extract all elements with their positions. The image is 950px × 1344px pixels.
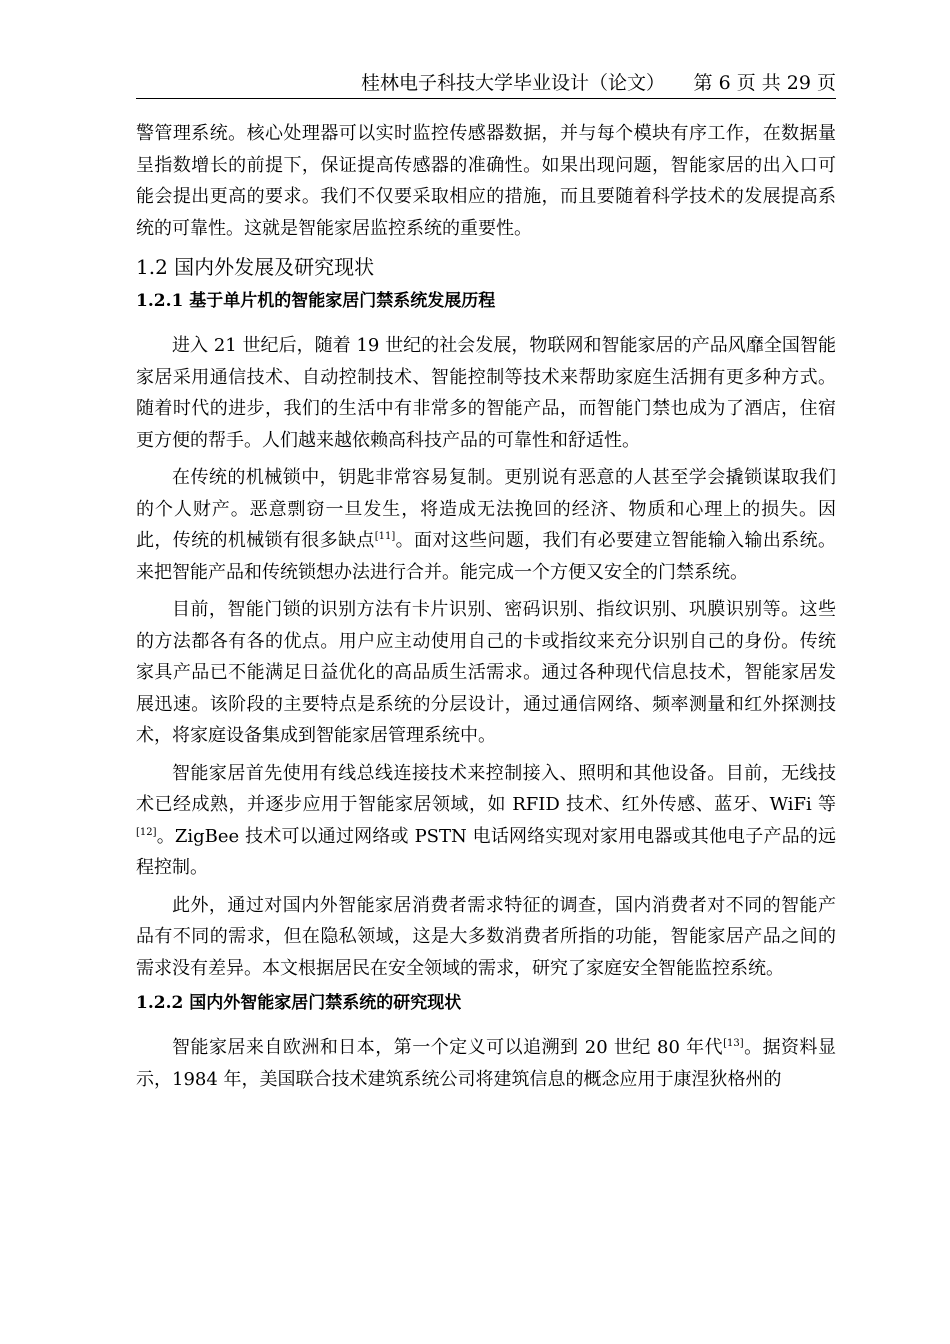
paragraph-text: 在传统的机械锁中，钥匙非常容易复制。更别说有恶意的人甚至学会撬锁谋取我们的个人财产。恶意剽窃一旦发生，将造成无法挽回的经济、物质和心理上的损失。因此，传统的机械锁有很多缺点 xyxy=(136,467,836,551)
paragraph: 目前，智能门锁的识别方法有卡片识别、密码识别、指纹识别、巩膜识别等。这些的方法都各有各的优点。用户应主动使用自己的卡或指纹来充分识别自己的身份。传统家具产品已不能满足日益优化的高品质生活需求。通过各种现代信息技术，智能家居发展迅速。该阶段的主要特点是系统的分层设计，通过通信网络、频率测量和红外探测技术，将家庭设备集成到智能家居管理系统中。 xyxy=(136,599,836,746)
paragraph-text: 智能家居首先使用有线总线连接技术来控制接入、照明和其他设备。目前，无线技术已经成熟，并逐步应用于智能家居领域，如 RFID 技术、红外传感、蓝牙、WiFi 等 xyxy=(136,762,836,815)
page-header xyxy=(0,62,950,96)
citation-ref: [13] xyxy=(723,1038,744,1049)
subsection-heading-1-2-1: 1.2.1 基于单片机的智能家居门禁系统发展历程 xyxy=(136,291,496,311)
paragraph-text: 。面对这些问题，我们有必要建立智能输入输出系统。来把智能产品和传统锁想办法进行合并。能完成一个方便又安全的门禁系统。 xyxy=(136,530,836,583)
paragraph-text: 。据资料显示，1984 年，美国联合技术建筑系统公司将建筑信息的概念应用于康涅狄格州的 xyxy=(136,1037,837,1090)
paragraph-continued: 警管理系统。核心处理器可以实时监控传感器数据，并与每个模块有序工作，在数据量呈指数增长的前提下，保证提高传感器的准确性。如果出现问题，智能家居的出入口可能会提出更高的要求。我们不仅要采取相应的措施，而且要随着科学技术的发展提高系统的可靠性。这就是智能家居监控系统的重要性。 xyxy=(136,123,836,239)
citation-ref: [12] xyxy=(136,826,157,838)
paragraph-text: 。ZigBee 技术可以通过网络或 PSTN 电话网络实现对家用电器或其他电子产品的远程控制。 xyxy=(136,825,836,878)
paragraph xyxy=(136,1032,836,1095)
paragraph: 此外，通过对国内外智能家居消费者需求特征的调查，国内消费者对不同的智能产品有不同的需求，但在隐私领域，这是大多数消费者所指的功能，智能家居产品之间的需求没有差异。本文根据居民在安全领域的需求，研究了家庭安全智能监控系统。 xyxy=(136,894,836,979)
header-school-title: 桂林电子科技大学毕业设计（论文） xyxy=(361,72,666,94)
citation-ref: [11] xyxy=(374,531,396,542)
page-body xyxy=(136,118,836,1095)
paragraph: 进入 21 世纪后，随着 19 世纪的社会发展，物联网和智能家居的产品风靡全国智能家居采用通信技术、自动控制技术、智能控制等技术来帮助家庭生活拥有更多种方式。随着时代的进步，我们的生活中有非常多的智能产品，而智能门禁也成为了酒店，住宿更方便的帮手。人们越来越依赖高科技产品的可靠性和舒适性。 xyxy=(136,335,836,451)
subsection-heading-1-2-2: 1.2.2 国内外智能家居门禁系统的研究现状 xyxy=(136,993,462,1013)
header-page-number: 第 6 页 共 29 页 xyxy=(693,72,836,94)
paragraph-text: 智能家居来自欧洲和日本，第一个定义可以追溯到 20 世纪 80 年代 xyxy=(172,1037,724,1058)
section-heading-1-2: 1.2 国内外发展及研究现状 xyxy=(136,255,375,279)
paragraph xyxy=(136,758,836,884)
header-divider xyxy=(136,98,836,99)
paragraph xyxy=(136,462,836,588)
